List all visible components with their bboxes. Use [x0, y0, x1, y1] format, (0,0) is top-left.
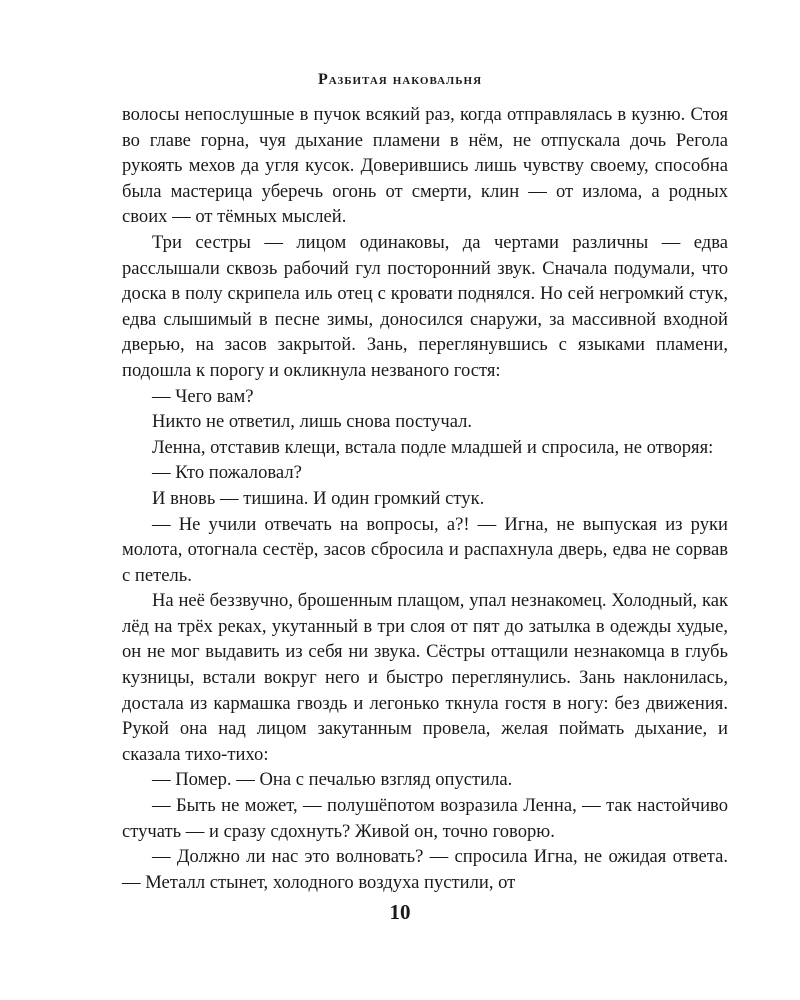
paragraph-4: Никто не ответил, лишь снова постучал. — [152, 411, 473, 433]
paragraph-9: На неё беззвучно, брошенным плащом, упал незнакомец. Холодный, как лёд на трёх реках, укутанный в три слоя от пят до затылка в одежды худые, он не мог выдавить из себя ни звука. Сёстры оттащили незнакомца в глубь кузницы, встали вокруг него и быстро переглянулись. Зань наклонилась, достала из кармашка гвоздь и легонько ткнула гостя в ногу: без движения. Рукой она над лицом закутанным провела, желая поймать дыхание, и сказала тихо-тихо: — [122, 590, 728, 765]
running-head: Разбитая наковальня — [317, 71, 483, 88]
paragraph-8: — Не учили отвечать на вопросы, а?! — Игна, не выпуская из руки молота, отогнала сестёр, засов сбросила и распахнула дверь, едва не сорвав с петель. — [122, 513, 728, 586]
paragraph-6: — Кто пожаловал? — [152, 462, 302, 484]
paragraph-5: Ленна, отставив клещи, встала подле младшей и спросила, не отворяя: — [152, 436, 714, 458]
paragraph-12: — Должно ли нас это волновать? — спросила Игна, не ожидая ответа. — Металл стынет, холодного воздуха пустили, от — [122, 846, 728, 893]
paragraph-10: — Помер. — Она с печалью взгляд опустила. — [152, 769, 513, 791]
body-text — [122, 102, 728, 895]
paragraph-1: волосы непослушные в пучок всякий раз, когда отправлялась в кузню. Стоя во главе горна, чуя дыхание пламени в нём, не отпускала дочь Регола рукоять мехов да угля кусок. Доверившись лишь чувству своему, способна была мастерица уберечь огонь от смерти, клин — от излома, а родных своих — от тёмных мыслей. — [122, 104, 728, 228]
page-number: 10 — [389, 900, 411, 924]
paragraph-3: — Чего вам? — [152, 385, 254, 407]
paragraph-11: — Быть не может, — полушёпотом возразила Ленна, — так настойчиво стучать — и сразу сдохнуть? Живой он, точно говорю. — [122, 795, 728, 842]
paragraph-2: Три сестры — лицом одинаковы, да чертами различны — едва расслышали сквозь рабочий гул посторонний звук. Сначала подумали, что доска в полу скрипела иль отец с кровати поднялся. Но сей негромкий стук, едва слышимый в песне зимы, доносился снаружи, за массивной входной дверью, на засов закрытой. Зань, переглянувшись с языками пламени, подошла к порогу и окликнула незваного гостя: — [122, 231, 728, 381]
paragraph-7: И вновь — тишина. И один громкий стук. — [152, 487, 485, 509]
